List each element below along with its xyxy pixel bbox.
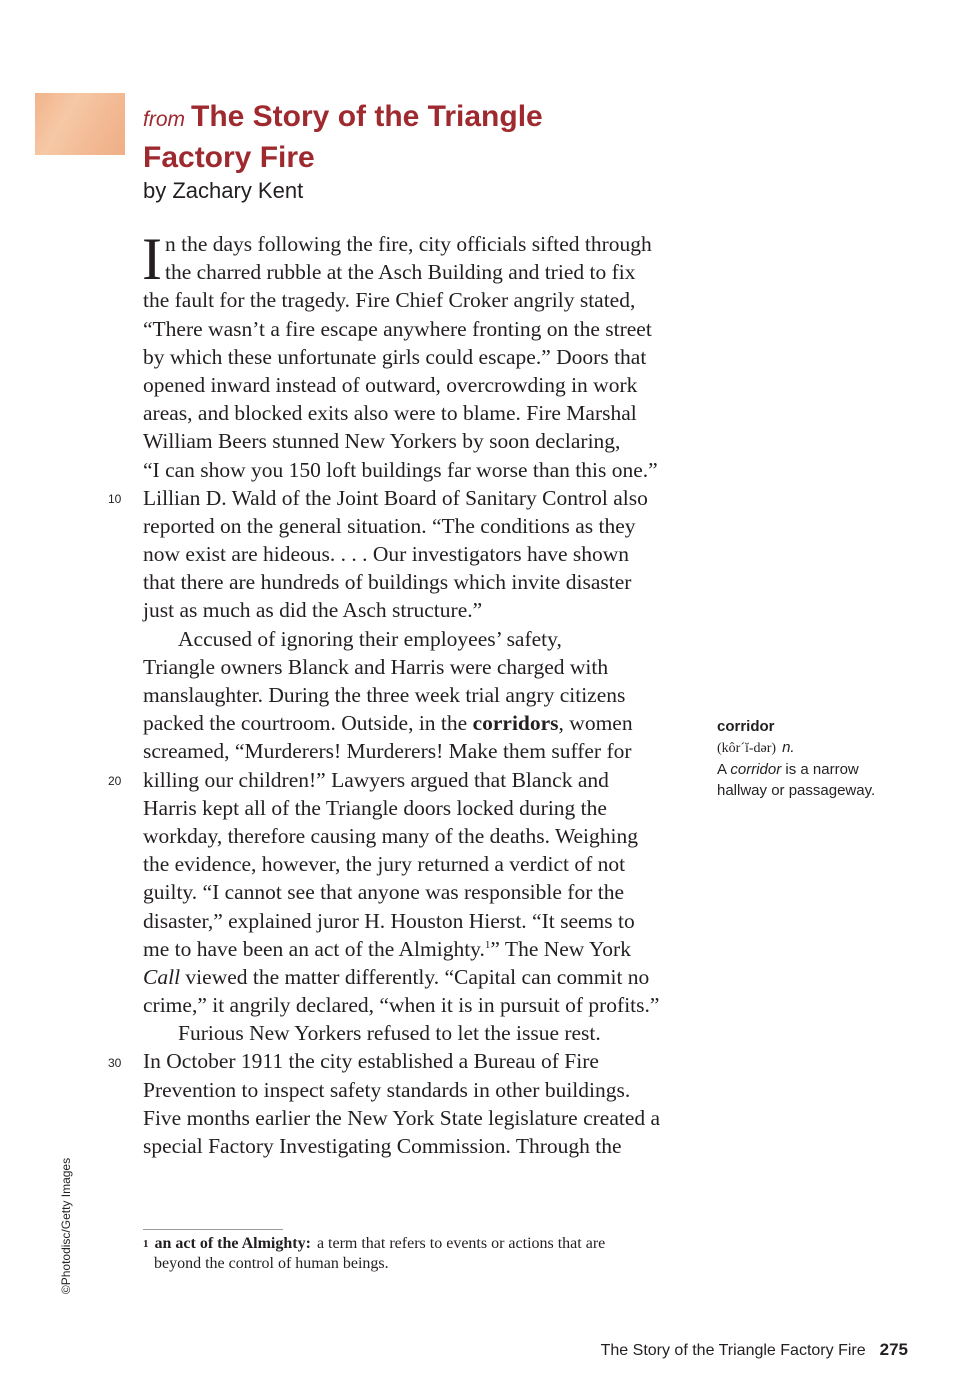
text-segment: viewed the matter differently. “Capital can commit no xyxy=(180,964,650,989)
definition-prefix: A xyxy=(717,761,731,778)
text-line: that there are hundreds of buildings which invite disaster xyxy=(143,570,632,595)
text-line: the charred rubble at the Asch Building and tried to fix xyxy=(164,260,636,285)
text-line: Harris kept all of the Triangle doors locked during the xyxy=(143,795,607,820)
footnote-line-1 xyxy=(143,1234,703,1254)
text-line: Triangle owners Blanck and Harris were charged with xyxy=(143,654,609,679)
running-title: The Story of the Triangle Factory Fire xyxy=(600,1342,866,1359)
text-line: the evidence, however, the jury returned a verdict of not xyxy=(143,852,626,877)
text-line xyxy=(143,963,703,991)
text-line: n the days following the fire, city officials sifted through xyxy=(164,232,652,256)
text-line: now exist are hideous. . . . Our investigators have shown xyxy=(143,542,630,567)
title-block xyxy=(143,98,703,205)
glossary-pronunciation-line xyxy=(717,737,877,759)
text-line xyxy=(143,935,703,963)
line-number-10: 10 xyxy=(108,492,122,506)
text-line: crime,” it angrily declared, “when it is in pursuit of profits.” xyxy=(143,993,660,1018)
text-line: Furious New Yorkers refused to let the issue rest. xyxy=(178,1021,601,1046)
definition-term: corridor xyxy=(730,761,782,778)
title-line-2: Factory Fire xyxy=(143,141,315,174)
text-line: Lillian D. Wald of the Joint Board of Sanitary Control also xyxy=(143,485,648,510)
text-line: special Factory Investigating Commission. Through the xyxy=(143,1134,622,1158)
text-line: guilty. “I cannot see that anyone was responsible for the xyxy=(143,880,625,905)
text-line: manslaughter. During the three week trial angry citizens xyxy=(143,683,626,707)
text-line: areas, and blocked exits also were to blame. Fire Marshal xyxy=(143,401,637,426)
footnote-line-2: beyond the control of human beings. xyxy=(154,1255,389,1272)
text-line: screamed, “Murderers! Murderers! Make them suffer for xyxy=(143,739,632,764)
paragraph-2 xyxy=(143,625,703,1020)
text-line: In October 1911 the city established a Bureau of Fire xyxy=(143,1049,599,1074)
text-line: workday, therefore causing many of the deaths. Weighing xyxy=(143,823,639,848)
footnote-divider xyxy=(143,1229,283,1230)
drop-cap: I xyxy=(142,226,162,292)
text-segment: ” The New York xyxy=(490,936,631,961)
definition-text: is a narrow hallway or passageway. xyxy=(717,761,876,799)
text-line xyxy=(143,709,703,737)
footnote xyxy=(143,1234,703,1274)
line-number-20: 20 xyxy=(108,774,122,788)
text-line: just as much as did the Asch structure.” xyxy=(143,598,483,623)
footnote-text: a term that refers to events or actions that are xyxy=(316,1235,606,1252)
text-line: William Beers stunned New Yorkers by soon declaring, xyxy=(143,429,621,454)
text-line: “I can show you 150 loft buildings far worse than this one.” xyxy=(143,457,658,482)
footnote-number: 1 xyxy=(143,1238,149,1250)
text-line: opened inward instead of outward, overcrowding in work xyxy=(143,372,638,397)
story-image-thumbnail xyxy=(35,93,125,155)
glossary-note xyxy=(717,716,877,801)
text-segment: me to have been an act of the Almighty. xyxy=(143,936,485,961)
footnote-reference[interactable]: 1 xyxy=(484,938,491,951)
from-label: from xyxy=(143,108,185,131)
text-line: killing our children!” Lawyers argued that Blanck and xyxy=(143,767,609,792)
text-line: Prevention to inspect safety standards in other buildings. xyxy=(143,1077,631,1102)
text-line: by which these unfortunate girls could escape.” Doors that xyxy=(143,344,647,369)
glossary-part-of-speech: n. xyxy=(782,739,795,756)
footnote-term: an act of the Almighty: xyxy=(154,1235,311,1252)
title-line-1: The Story of the Triangle xyxy=(191,100,543,133)
paragraph-1 xyxy=(142,226,703,625)
paragraph-3 xyxy=(143,1019,703,1160)
photo-credit: ©Photodisc/Getty Images xyxy=(59,1157,73,1295)
story-body xyxy=(142,226,703,1160)
page-footer xyxy=(601,1340,908,1360)
text-line: Accused of ignoring their employees’ safety, xyxy=(178,626,562,651)
text-line: disaster,” explained juror H. Houston Hierst. “It seems to xyxy=(143,908,635,933)
text-segment: packed the courtroom. Outside, in the xyxy=(143,711,468,736)
text-segment: , women xyxy=(558,711,633,736)
glossary-word: corridor xyxy=(717,718,775,735)
page-number: 275 xyxy=(879,1340,908,1359)
author-byline: by Zachary Kent xyxy=(143,178,304,203)
glossary-definition xyxy=(717,759,877,801)
line-number-30: 30 xyxy=(108,1056,122,1070)
vocab-word-corridors: corridors xyxy=(472,711,559,736)
text-line: Five months earlier the New York State legislature created a xyxy=(143,1105,661,1130)
text-line: “There wasn’t a fire escape anywhere fronting on the street xyxy=(143,316,652,341)
newspaper-name: Call xyxy=(143,964,181,989)
glossary-pronunciation: (kôr´ĭ-dər) xyxy=(717,741,777,756)
text-line: the fault for the tragedy. Fire Chief Croker angrily stated, xyxy=(143,288,636,313)
text-line: reported on the general situation. “The conditions as they xyxy=(143,513,636,538)
page-title xyxy=(143,98,703,177)
